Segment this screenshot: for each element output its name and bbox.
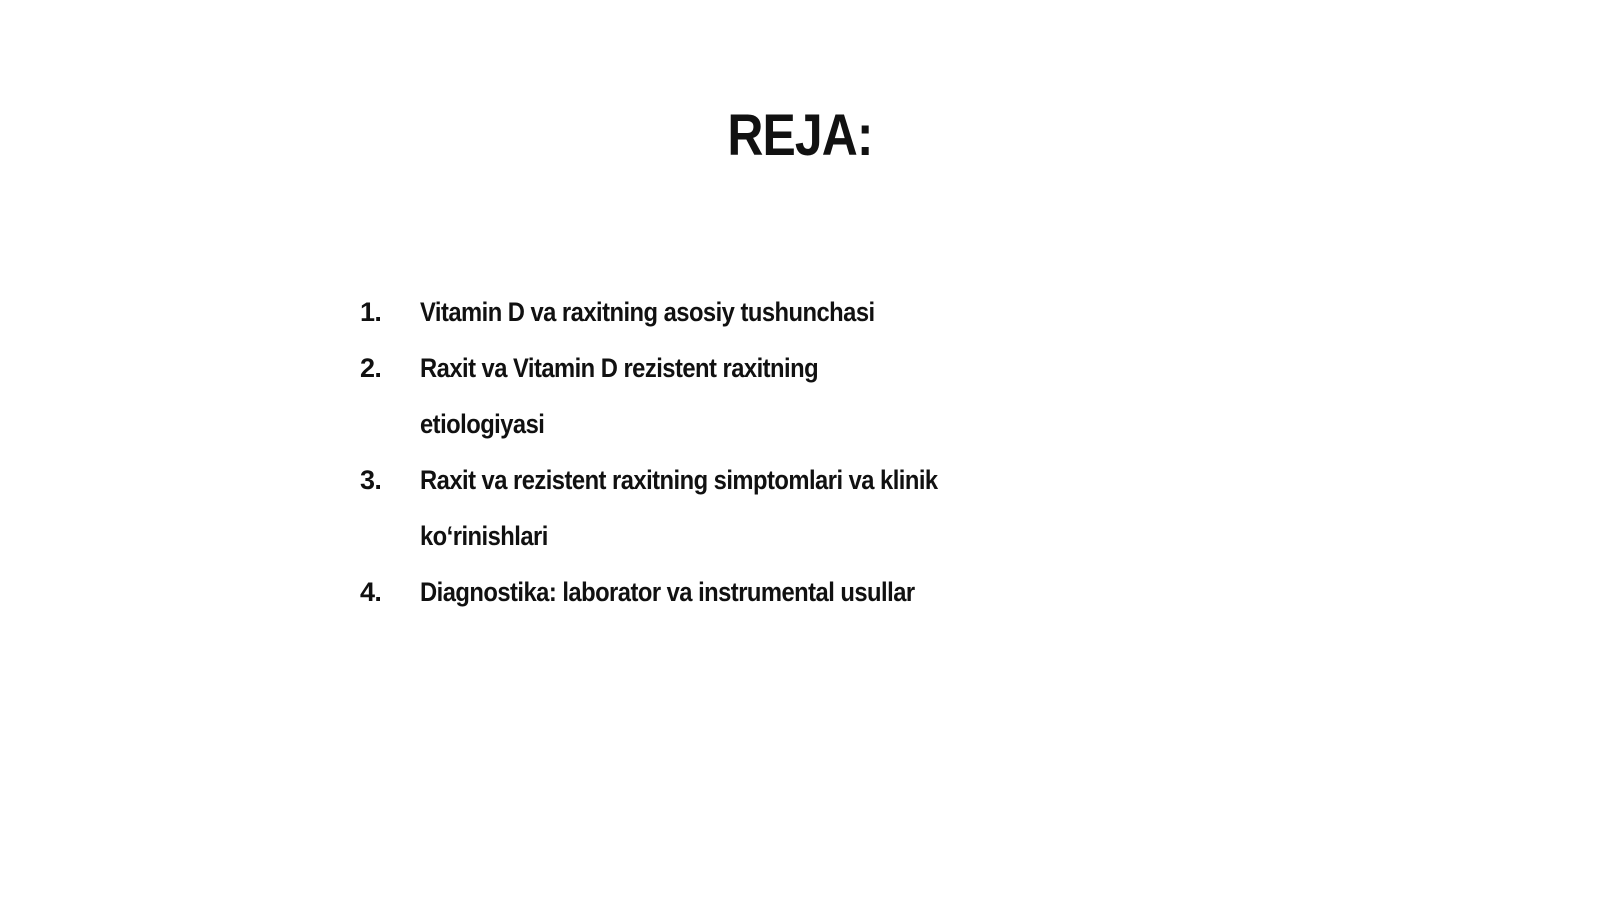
agenda-item-2 [360, 340, 1260, 452]
agenda-item-text: Raxit va Vitamin D rezistent raxitning etiologiyasi [420, 353, 819, 439]
agenda-item-number: 1. [360, 297, 382, 327]
agenda-list [360, 284, 1260, 620]
agenda-item-text: Diagnostika: laborator va instrumental usullar [420, 577, 915, 607]
agenda-item-text: Vitamin D va raxitning asosiy tushunchasi [420, 297, 875, 327]
agenda-item-number: 2. [360, 353, 382, 383]
agenda-item-number: 3. [360, 465, 382, 495]
agenda-item-3 [360, 452, 1260, 564]
agenda-item-text: Raxit va rezistent raxitning simptomlari va klinik ko‘rinishlari [420, 465, 938, 551]
agenda-item-4 [360, 564, 1260, 620]
agenda-item-1 [360, 284, 1260, 340]
slide-title: REJA: [727, 103, 873, 168]
agenda-item-number: 4. [360, 577, 382, 607]
